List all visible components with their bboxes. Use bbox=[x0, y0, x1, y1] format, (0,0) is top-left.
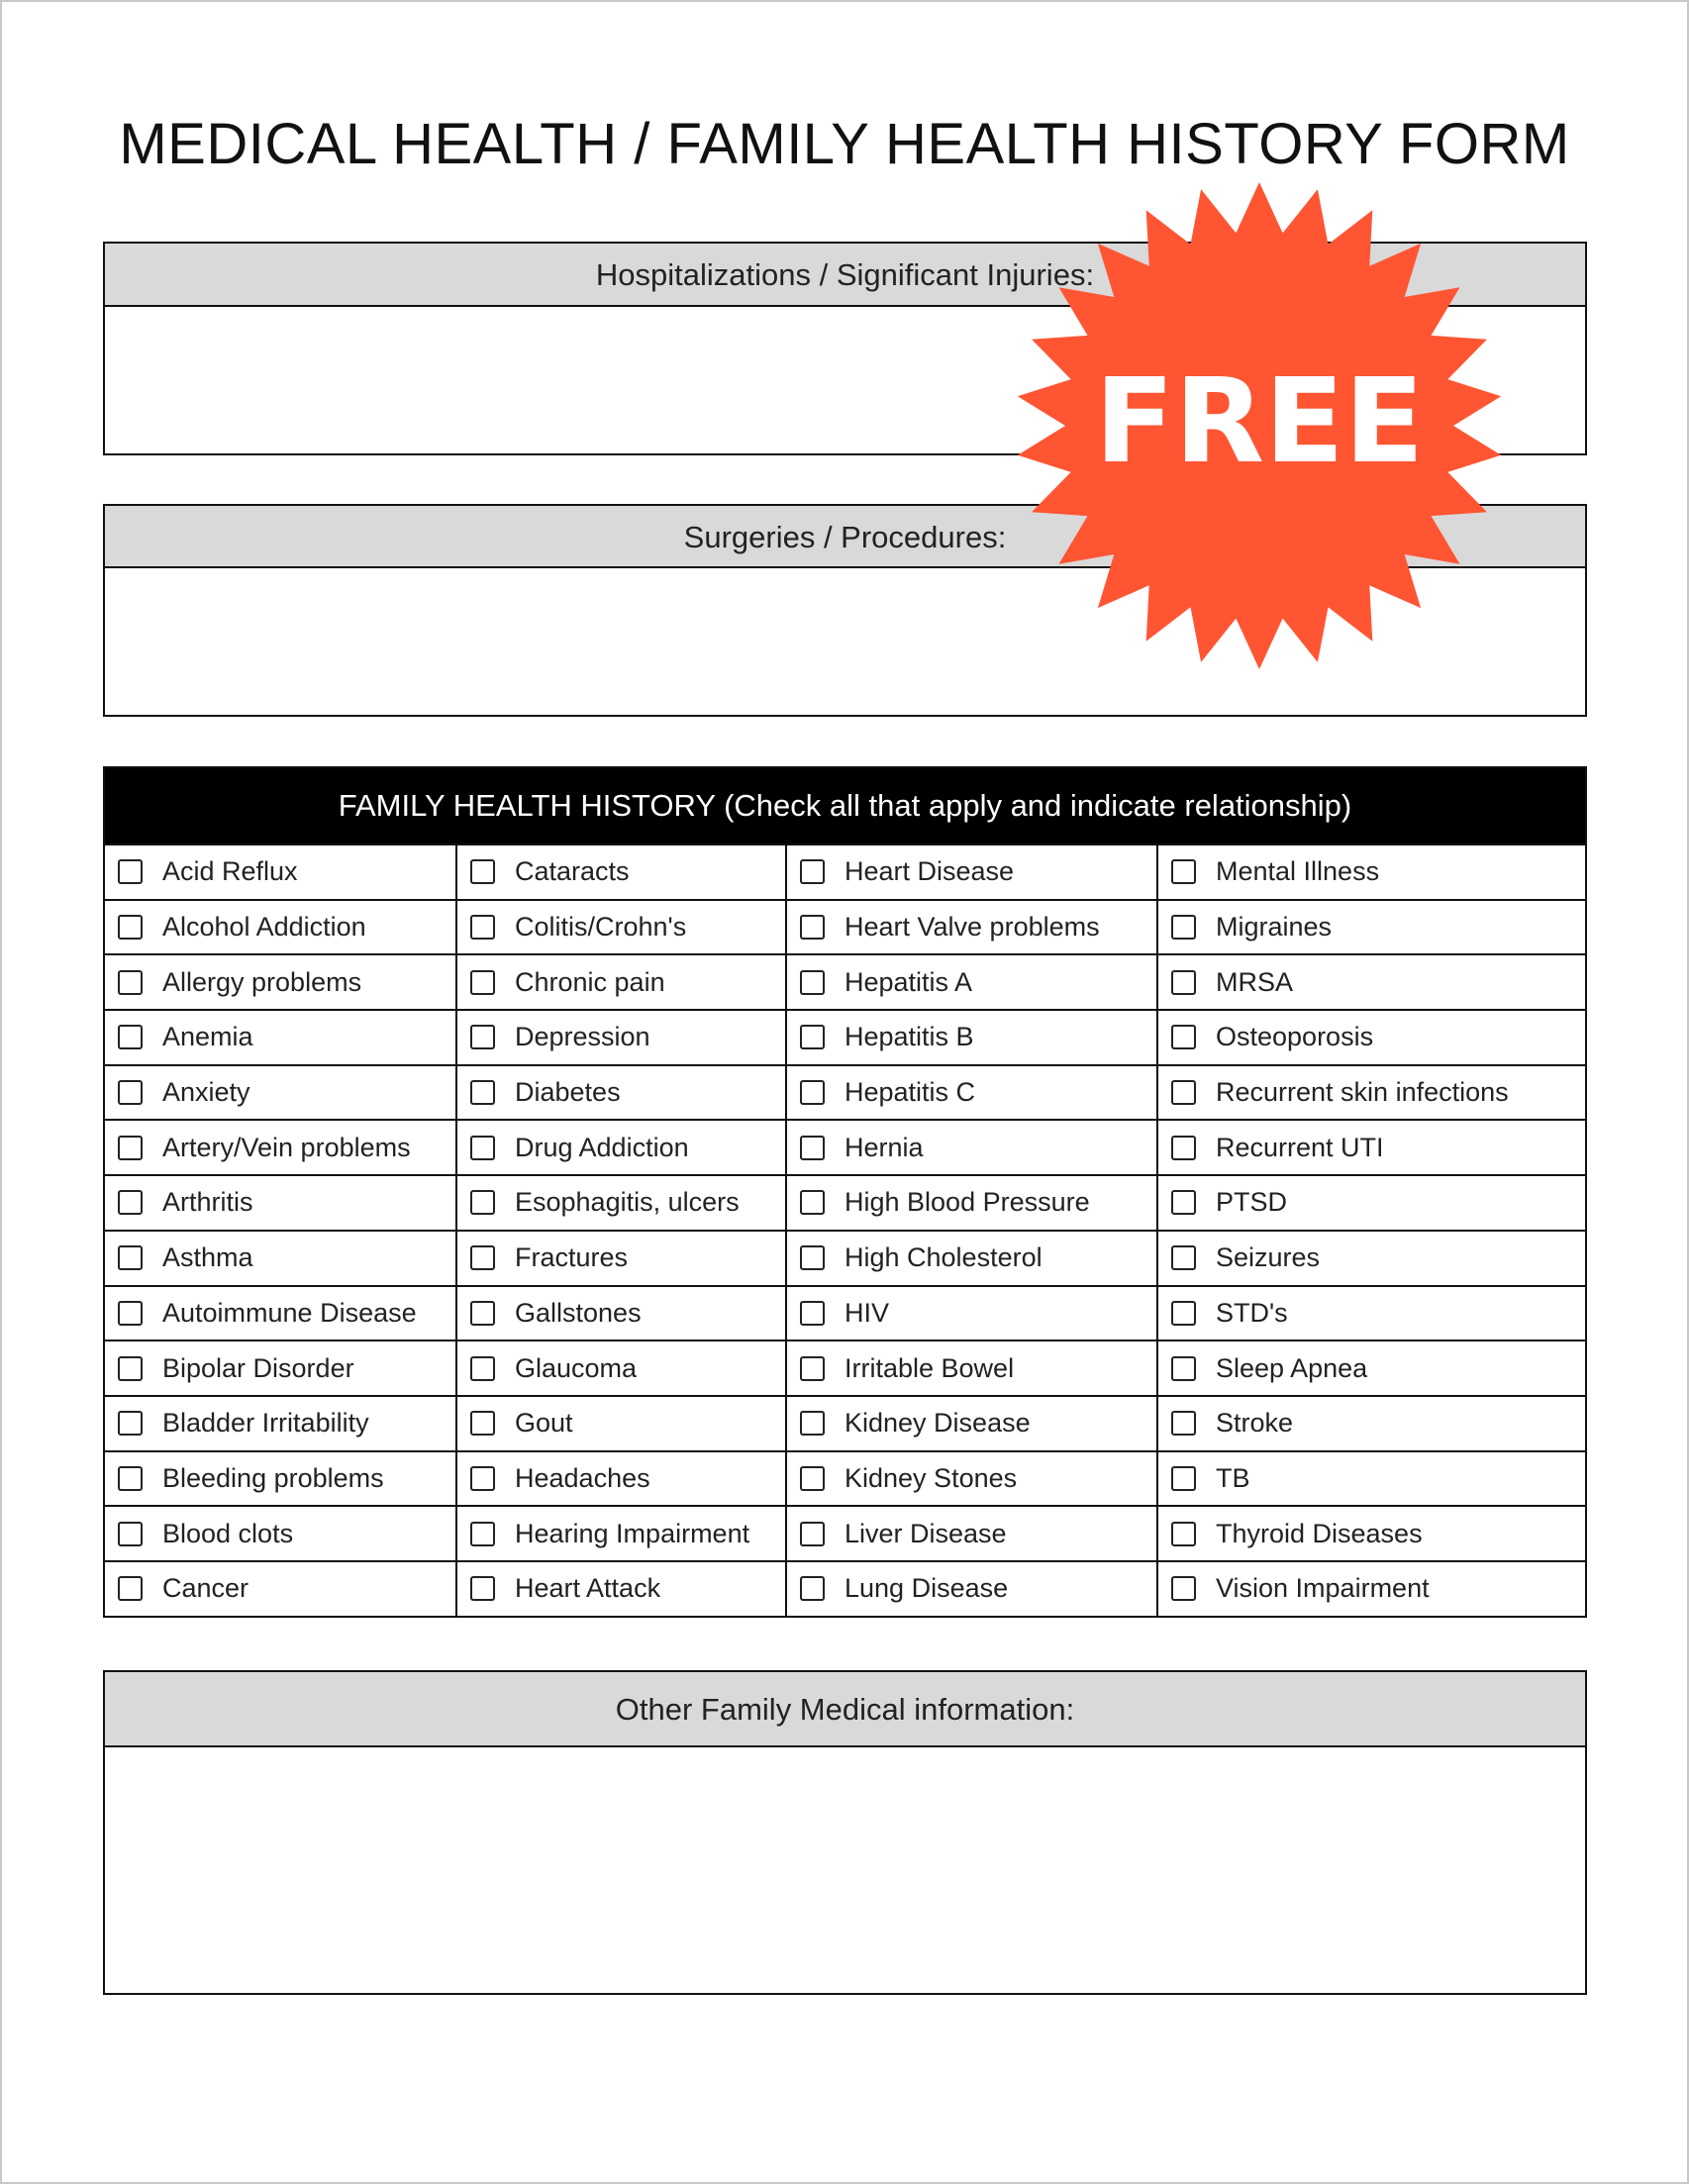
condition-option[interactable] bbox=[105, 1011, 455, 1064]
condition-label: Heart Disease bbox=[844, 856, 1015, 887]
condition-label: Chronic pain bbox=[515, 966, 665, 997]
condition-label: Migraines bbox=[1216, 912, 1333, 943]
condition-checkbox[interactable] bbox=[470, 1190, 495, 1215]
condition-option[interactable] bbox=[457, 1562, 785, 1616]
table-row bbox=[105, 1561, 1585, 1616]
condition-checkbox[interactable] bbox=[1171, 915, 1196, 940]
condition-checkbox[interactable] bbox=[470, 1356, 495, 1381]
table-row bbox=[105, 1065, 1585, 1121]
condition-cell bbox=[456, 1231, 786, 1286]
condition-cell bbox=[105, 1396, 456, 1451]
condition-option[interactable] bbox=[457, 845, 785, 899]
condition-option[interactable] bbox=[787, 1507, 1156, 1560]
condition-option[interactable] bbox=[1158, 1011, 1585, 1064]
condition-label: Irritable Bowel bbox=[844, 1352, 1015, 1383]
condition-cell bbox=[105, 1175, 456, 1231]
condition-label: Asthma bbox=[162, 1242, 253, 1273]
condition-label: PTSD bbox=[1216, 1187, 1288, 1218]
condition-cell bbox=[456, 1561, 786, 1616]
condition-option[interactable] bbox=[105, 1397, 455, 1450]
condition-option[interactable] bbox=[105, 901, 455, 954]
condition-checkbox[interactable] bbox=[118, 1576, 143, 1601]
condition-option[interactable] bbox=[787, 1397, 1156, 1450]
condition-label: Cancer bbox=[162, 1573, 249, 1604]
condition-label: Mental Illness bbox=[1216, 856, 1380, 887]
hospitalizations-header: Hospitalizations / Significant Injuries: bbox=[105, 244, 1585, 307]
condition-cell bbox=[105, 1065, 456, 1121]
condition-checkbox[interactable] bbox=[470, 1136, 495, 1160]
condition-label: HIV bbox=[844, 1297, 890, 1328]
condition-checkbox[interactable] bbox=[800, 1466, 825, 1491]
condition-label: Hepatitis A bbox=[844, 966, 973, 997]
condition-label: Heart Valve problems bbox=[844, 912, 1100, 943]
condition-cell bbox=[786, 1561, 1157, 1616]
condition-checkbox[interactable] bbox=[1171, 1356, 1196, 1381]
condition-cell bbox=[105, 1286, 456, 1341]
table-row bbox=[105, 1120, 1585, 1175]
condition-checkbox[interactable] bbox=[1171, 859, 1196, 884]
condition-option[interactable] bbox=[105, 1287, 455, 1340]
condition-label: Autoimmune Disease bbox=[162, 1297, 417, 1328]
condition-checkbox[interactable] bbox=[118, 1411, 143, 1436]
condition-label: Osteoporosis bbox=[1216, 1022, 1374, 1052]
condition-cell bbox=[786, 1065, 1157, 1121]
condition-cell bbox=[786, 900, 1157, 955]
condition-checkbox[interactable] bbox=[800, 1080, 825, 1105]
condition-cell bbox=[1157, 1120, 1585, 1175]
condition-label: Bladder Irritability bbox=[162, 1408, 369, 1439]
condition-cell bbox=[105, 900, 456, 955]
condition-option[interactable] bbox=[105, 1562, 455, 1616]
condition-option[interactable] bbox=[1158, 1176, 1585, 1230]
condition-option[interactable] bbox=[1158, 1066, 1585, 1120]
condition-cell bbox=[456, 1286, 786, 1341]
table-row bbox=[105, 1340, 1585, 1396]
condition-cell bbox=[105, 1231, 456, 1286]
condition-checkbox[interactable] bbox=[470, 859, 495, 884]
condition-option[interactable] bbox=[1158, 1341, 1585, 1395]
condition-option[interactable] bbox=[105, 1232, 455, 1285]
table-row bbox=[105, 1506, 1585, 1561]
condition-option[interactable] bbox=[787, 901, 1156, 954]
condition-cell bbox=[1157, 1231, 1585, 1286]
condition-cell bbox=[456, 1065, 786, 1121]
condition-label: Anemia bbox=[162, 1022, 253, 1052]
condition-cell bbox=[456, 1175, 786, 1231]
other-info-header: Other Family Medical information: bbox=[105, 1672, 1585, 1747]
condition-option[interactable] bbox=[1158, 955, 1585, 1009]
condition-cell bbox=[456, 1340, 786, 1396]
condition-checkbox[interactable] bbox=[118, 1522, 143, 1546]
condition-cell bbox=[456, 1396, 786, 1451]
condition-label: Glaucoma bbox=[515, 1352, 638, 1383]
table-row bbox=[105, 1175, 1585, 1231]
condition-checkbox[interactable] bbox=[1171, 1466, 1196, 1491]
condition-option[interactable] bbox=[457, 1066, 785, 1120]
condition-checkbox[interactable] bbox=[800, 915, 825, 940]
condition-option[interactable] bbox=[1158, 1452, 1585, 1506]
condition-label: Anxiety bbox=[162, 1077, 250, 1108]
condition-option[interactable] bbox=[1158, 845, 1585, 899]
condition-label: High Cholesterol bbox=[844, 1242, 1043, 1273]
condition-option[interactable] bbox=[105, 1176, 455, 1230]
condition-option[interactable] bbox=[105, 845, 455, 899]
condition-checkbox[interactable] bbox=[470, 1522, 495, 1546]
condition-label: Headaches bbox=[515, 1462, 650, 1493]
condition-label: Alcohol Addiction bbox=[162, 912, 366, 943]
condition-cell bbox=[456, 1010, 786, 1065]
condition-label: High Blood Pressure bbox=[844, 1187, 1090, 1218]
condition-checkbox[interactable] bbox=[118, 970, 143, 995]
condition-cell bbox=[1157, 1561, 1585, 1616]
condition-checkbox[interactable] bbox=[118, 1466, 143, 1491]
condition-label: Diabetes bbox=[515, 1077, 621, 1108]
condition-cell bbox=[105, 845, 456, 900]
condition-option[interactable] bbox=[457, 1121, 785, 1174]
condition-cell bbox=[786, 1231, 1157, 1286]
condition-label: Hernia bbox=[844, 1132, 924, 1162]
table-row bbox=[105, 1396, 1585, 1451]
condition-checkbox[interactable] bbox=[118, 1245, 143, 1270]
condition-option[interactable] bbox=[457, 955, 785, 1009]
condition-cell bbox=[786, 1286, 1157, 1341]
condition-checkbox[interactable] bbox=[800, 970, 825, 995]
condition-checkbox[interactable] bbox=[1171, 1522, 1196, 1546]
condition-option[interactable] bbox=[105, 1121, 455, 1174]
condition-option[interactable] bbox=[787, 1121, 1156, 1174]
condition-cell bbox=[1157, 1396, 1585, 1451]
condition-cell bbox=[456, 1451, 786, 1507]
condition-checkbox[interactable] bbox=[1171, 1025, 1196, 1049]
condition-option[interactable] bbox=[787, 1341, 1156, 1395]
condition-checkbox[interactable] bbox=[118, 1301, 143, 1326]
condition-checkbox[interactable] bbox=[470, 1025, 495, 1049]
condition-option[interactable] bbox=[457, 1507, 785, 1560]
condition-label: Hearing Impairment bbox=[515, 1518, 750, 1548]
condition-cell bbox=[105, 954, 456, 1010]
table-row bbox=[105, 1286, 1585, 1341]
condition-checkbox[interactable] bbox=[118, 1190, 143, 1215]
condition-cell bbox=[456, 900, 786, 955]
condition-label: Stroke bbox=[1216, 1408, 1294, 1439]
condition-option[interactable] bbox=[787, 1232, 1156, 1285]
condition-checkbox[interactable] bbox=[1171, 1080, 1196, 1105]
condition-cell bbox=[786, 1451, 1157, 1507]
condition-label: TB bbox=[1216, 1462, 1250, 1493]
condition-option[interactable] bbox=[457, 1452, 785, 1506]
other-info-section bbox=[103, 1670, 1587, 1995]
condition-label: Kidney Disease bbox=[844, 1408, 1031, 1439]
condition-option[interactable] bbox=[105, 1452, 455, 1506]
condition-cell bbox=[105, 1120, 456, 1175]
condition-checkbox[interactable] bbox=[470, 1466, 495, 1491]
condition-option[interactable] bbox=[457, 1176, 785, 1230]
condition-label: Seizures bbox=[1216, 1242, 1321, 1273]
condition-cell bbox=[456, 1506, 786, 1561]
condition-label: Gout bbox=[515, 1408, 573, 1439]
condition-cell bbox=[105, 1010, 456, 1065]
condition-label: Kidney Stones bbox=[844, 1462, 1018, 1493]
condition-checkbox[interactable] bbox=[118, 915, 143, 940]
condition-cell bbox=[1157, 1065, 1585, 1121]
condition-cell bbox=[1157, 1286, 1585, 1341]
condition-option[interactable] bbox=[105, 1066, 455, 1120]
condition-option[interactable] bbox=[457, 901, 785, 954]
condition-cell bbox=[786, 1506, 1157, 1561]
condition-label: Lung Disease bbox=[844, 1573, 1009, 1604]
condition-label: STD's bbox=[1216, 1297, 1288, 1328]
condition-label: Heart Attack bbox=[515, 1573, 661, 1604]
free-badge-text: FREE bbox=[1094, 352, 1425, 489]
condition-label: MRSA bbox=[1216, 966, 1294, 997]
condition-option[interactable] bbox=[105, 1341, 455, 1395]
condition-option[interactable] bbox=[1158, 1232, 1585, 1285]
condition-cell bbox=[1157, 1010, 1585, 1065]
condition-cell bbox=[786, 1175, 1157, 1231]
condition-option[interactable] bbox=[457, 1232, 785, 1285]
table-row bbox=[105, 954, 1585, 1010]
condition-option[interactable] bbox=[457, 1287, 785, 1340]
condition-label: Esophagitis, ulcers bbox=[515, 1187, 740, 1218]
table-row bbox=[105, 1451, 1585, 1507]
condition-checkbox[interactable] bbox=[1171, 970, 1196, 995]
condition-label: Bleeding problems bbox=[162, 1462, 384, 1493]
condition-checkbox[interactable] bbox=[1171, 1411, 1196, 1436]
condition-cell bbox=[105, 1506, 456, 1561]
condition-cell bbox=[786, 954, 1157, 1010]
conditions-table bbox=[105, 845, 1585, 1616]
condition-checkbox[interactable] bbox=[1171, 1576, 1196, 1601]
condition-cell bbox=[456, 954, 786, 1010]
condition-cell bbox=[786, 1120, 1157, 1175]
condition-checkbox[interactable] bbox=[800, 1411, 825, 1436]
condition-option[interactable] bbox=[787, 1176, 1156, 1230]
condition-checkbox[interactable] bbox=[800, 1025, 825, 1049]
condition-checkbox[interactable] bbox=[470, 970, 495, 995]
condition-label: Hepatitis B bbox=[844, 1022, 974, 1052]
condition-option[interactable] bbox=[787, 1011, 1156, 1064]
condition-cell bbox=[1157, 845, 1585, 900]
condition-checkbox[interactable] bbox=[800, 859, 825, 884]
condition-option[interactable] bbox=[105, 955, 455, 1009]
condition-checkbox[interactable] bbox=[800, 1136, 825, 1160]
condition-cell bbox=[1157, 1340, 1585, 1396]
condition-option[interactable] bbox=[457, 1397, 785, 1450]
condition-label: Thyroid Diseases bbox=[1216, 1518, 1423, 1548]
condition-checkbox[interactable] bbox=[118, 1080, 143, 1105]
condition-label: Colitis/Crohn's bbox=[515, 912, 687, 943]
condition-cell bbox=[456, 845, 786, 900]
condition-cell bbox=[786, 845, 1157, 900]
condition-option[interactable] bbox=[457, 1011, 785, 1064]
condition-checkbox[interactable] bbox=[470, 1576, 495, 1601]
condition-cell bbox=[105, 1340, 456, 1396]
condition-option[interactable] bbox=[1158, 1121, 1585, 1174]
condition-option[interactable] bbox=[787, 1287, 1156, 1340]
page-title: MEDICAL HEALTH / FAMILY HEALTH HISTORY FORM bbox=[119, 112, 1570, 176]
table-row bbox=[105, 900, 1585, 955]
condition-cell bbox=[1157, 954, 1585, 1010]
family-health-history-header: FAMILY HEALTH HISTORY (Check all that apply and indicate relationship) bbox=[105, 768, 1585, 845]
condition-option[interactable] bbox=[105, 1507, 455, 1560]
surgeries-header: Surgeries / Procedures: bbox=[105, 506, 1585, 568]
free-badge bbox=[1014, 180, 1505, 671]
condition-checkbox[interactable] bbox=[800, 1301, 825, 1326]
condition-option[interactable] bbox=[1158, 1507, 1585, 1560]
condition-label: Hepatitis C bbox=[844, 1077, 976, 1108]
condition-checkbox[interactable] bbox=[118, 1356, 143, 1381]
condition-checkbox[interactable] bbox=[470, 915, 495, 940]
condition-label: Arthritis bbox=[162, 1187, 253, 1218]
condition-cell bbox=[786, 1340, 1157, 1396]
condition-cell bbox=[105, 1561, 456, 1616]
condition-checkbox[interactable] bbox=[800, 1576, 825, 1601]
condition-checkbox[interactable] bbox=[470, 1080, 495, 1105]
condition-label: Drug Addiction bbox=[515, 1132, 689, 1162]
condition-cell bbox=[1157, 1451, 1585, 1507]
condition-checkbox[interactable] bbox=[118, 859, 143, 884]
condition-option[interactable] bbox=[787, 1066, 1156, 1120]
condition-option[interactable] bbox=[787, 955, 1156, 1009]
condition-checkbox[interactable] bbox=[470, 1411, 495, 1436]
condition-label: Recurrent UTI bbox=[1216, 1132, 1384, 1162]
condition-label: Acid Reflux bbox=[162, 856, 298, 887]
condition-label: Liver Disease bbox=[844, 1518, 1007, 1548]
condition-checkbox[interactable] bbox=[470, 1245, 495, 1270]
condition-checkbox[interactable] bbox=[800, 1356, 825, 1381]
condition-label: Fractures bbox=[515, 1242, 629, 1273]
condition-cell bbox=[1157, 900, 1585, 955]
condition-cell bbox=[105, 1451, 456, 1507]
condition-checkbox[interactable] bbox=[1171, 1190, 1196, 1215]
condition-label: Blood clots bbox=[162, 1518, 294, 1548]
condition-cell bbox=[1157, 1506, 1585, 1561]
condition-label: Sleep Apnea bbox=[1216, 1352, 1368, 1383]
condition-checkbox[interactable] bbox=[800, 1522, 825, 1546]
condition-checkbox[interactable] bbox=[118, 1136, 143, 1160]
condition-label: Allergy problems bbox=[162, 966, 362, 997]
condition-checkbox[interactable] bbox=[1171, 1245, 1196, 1270]
condition-label: Recurrent skin infections bbox=[1216, 1077, 1509, 1108]
condition-checkbox[interactable] bbox=[1171, 1301, 1196, 1326]
family-health-history-section bbox=[103, 766, 1587, 1618]
condition-checkbox[interactable] bbox=[118, 1025, 143, 1049]
condition-label: Gallstones bbox=[515, 1297, 642, 1328]
table-row bbox=[105, 1010, 1585, 1065]
condition-label: Depression bbox=[515, 1022, 650, 1052]
condition-cell bbox=[1157, 1175, 1585, 1231]
condition-option[interactable] bbox=[1158, 1562, 1585, 1616]
condition-option[interactable] bbox=[457, 1341, 785, 1395]
condition-option[interactable] bbox=[787, 1452, 1156, 1506]
condition-option[interactable] bbox=[1158, 1287, 1585, 1340]
condition-cell bbox=[786, 1010, 1157, 1065]
condition-checkbox[interactable] bbox=[800, 1190, 825, 1215]
condition-label: Vision Impairment bbox=[1216, 1573, 1430, 1604]
condition-option[interactable] bbox=[787, 1562, 1156, 1616]
condition-checkbox[interactable] bbox=[800, 1245, 825, 1270]
condition-option[interactable] bbox=[1158, 901, 1585, 954]
condition-cell bbox=[456, 1120, 786, 1175]
condition-checkbox[interactable] bbox=[1171, 1136, 1196, 1160]
condition-option[interactable] bbox=[787, 845, 1156, 899]
condition-option[interactable] bbox=[1158, 1397, 1585, 1450]
condition-label: Bipolar Disorder bbox=[162, 1352, 354, 1383]
condition-label: Cataracts bbox=[515, 856, 630, 887]
table-row bbox=[105, 845, 1585, 900]
condition-label: Artery/Vein problems bbox=[162, 1132, 411, 1162]
table-row bbox=[105, 1231, 1585, 1286]
condition-checkbox[interactable] bbox=[470, 1301, 495, 1326]
condition-cell bbox=[786, 1396, 1157, 1451]
